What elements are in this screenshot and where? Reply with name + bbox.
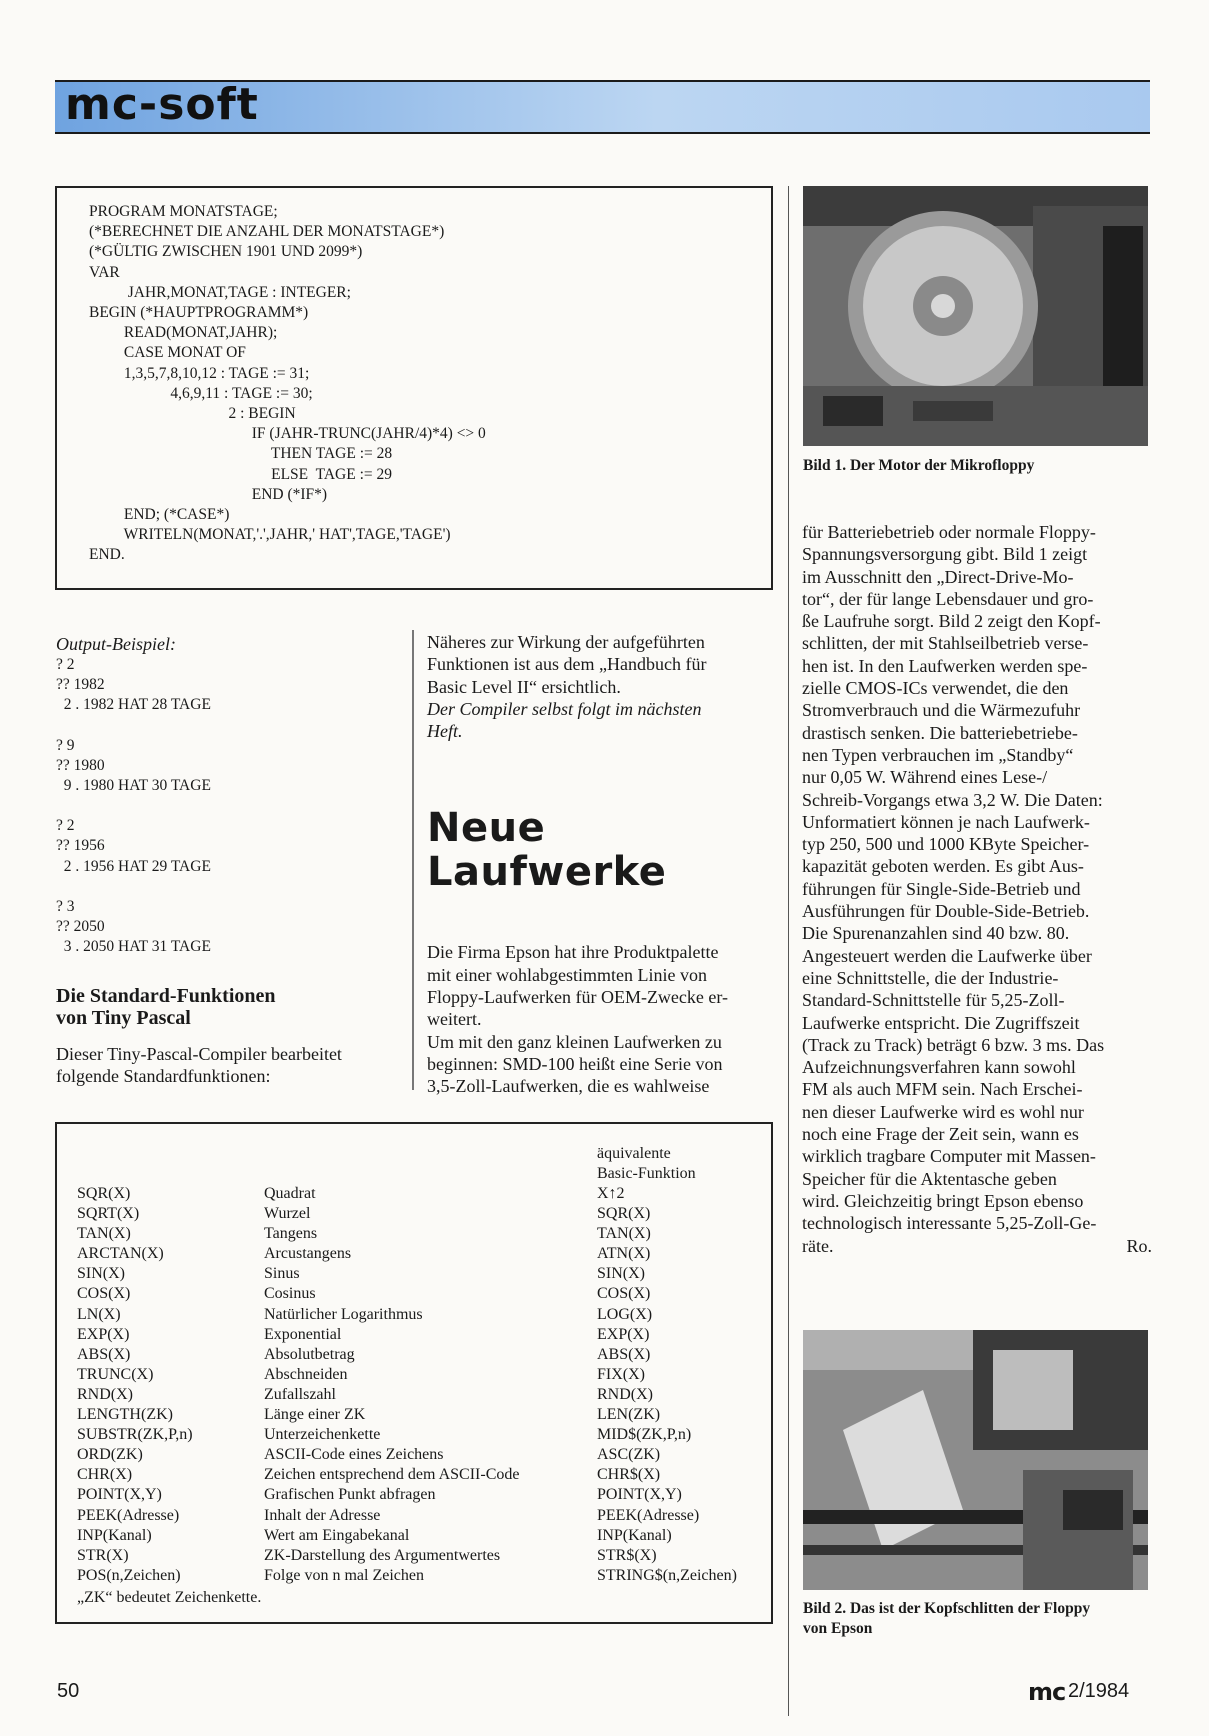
basic-function: LEN(ZK) (597, 1406, 661, 1424)
function-description: Quadrat (264, 1185, 316, 1202)
pascal-function: TRUNC(X) (77, 1365, 154, 1383)
basic-function: INP(Kanal) (597, 1526, 672, 1544)
text-line: FM als auch MFM sein. Nach Erschei- (802, 1079, 1083, 1100)
photo-motor (803, 186, 1148, 446)
table-header-line2: Basic-Funktion (597, 1165, 696, 1182)
text-line: zielle CMOS-ICs verwendet, die den (802, 678, 1069, 699)
output-group (56, 736, 396, 797)
basic-function: COS(X) (597, 1285, 651, 1303)
function-description: Zufallszahl (264, 1385, 336, 1403)
pascal-function: POINT(X,Y) (77, 1486, 162, 1504)
basic-function: STR$(X) (597, 1546, 657, 1564)
function-description: Absolutbetrag (264, 1345, 355, 1363)
output-line: ?? 1980 (56, 756, 105, 774)
code-line: (*GÜLTIG ZWISCHEN 1901 UND 2099*) (89, 243, 363, 261)
photo-head-caption-line1: Bild 2. Das ist der Kopfschlitten der Floppy (803, 1600, 1091, 1617)
text-line: Spannungsversorgung gibt. Bild 1 zeigt (802, 544, 1088, 565)
basic-function: RND(X) (597, 1385, 653, 1403)
text-line: Unformatiert können je nach Laufwerk- (802, 811, 1090, 832)
pascal-function: SIN(X) (77, 1265, 125, 1283)
text-line: weitert. (427, 1009, 482, 1030)
basic-function: MID$(ZK,P,n) (597, 1426, 692, 1444)
text-line: Laufwerke entspricht. Die Zugriffszeit (802, 1012, 1080, 1033)
code-listing-box (55, 186, 773, 590)
output-group (56, 655, 396, 716)
code-line: 4,6,9,11 : TAGE := 30; (89, 384, 313, 402)
pascal-function: POS(n,Zeichen) (77, 1566, 181, 1584)
basic-function: LOG(X) (597, 1305, 653, 1323)
text-line: kapazität geboten werden. Es gibt Aus- (802, 856, 1084, 877)
std-heading-line1: Die Standard-Funktionen (56, 985, 276, 1007)
output-group (56, 816, 396, 877)
text-line: tor“, der für lange Lebensdauer und gro- (802, 588, 1094, 609)
right-column-text (802, 521, 1152, 1257)
text-line: Floppy-Laufwerken für OEM-Zwecke er- (427, 987, 729, 1008)
code-line: VAR (89, 263, 120, 281)
std-section (56, 985, 396, 1088)
text-line: (Track zu Track) beträgt 6 bzw. 3 ms. Das (802, 1034, 1105, 1055)
right-paragraph (802, 521, 1152, 1257)
functions-table (55, 1122, 773, 1624)
function-description: Arcustangens (264, 1245, 352, 1263)
pascal-function: PEEK(Adresse) (77, 1506, 180, 1524)
code-line: BEGIN (*HAUPTPROGRAMM*) (89, 304, 309, 322)
code-line: 2 : BEGIN (89, 405, 296, 423)
text-line: wirklich tragbare Computer mit Massen- (802, 1146, 1096, 1167)
code-line: END. (89, 546, 125, 564)
code-line: (*BERECHNET DIE ANZAHL DER MONATSTAGE*) (89, 223, 445, 241)
basic-function: STRING$(n,Zeichen) (597, 1566, 737, 1584)
middle-italic-note (427, 698, 772, 743)
output-line: ?? 2050 (56, 918, 105, 936)
pascal-function: TAN(X) (77, 1225, 131, 1243)
function-description: Cosinus (264, 1285, 316, 1303)
basic-function: ABS(X) (597, 1345, 651, 1363)
output-line: 2 . 1956 HAT 29 TAGE (56, 857, 211, 875)
pascal-function: LN(X) (77, 1305, 121, 1323)
text-line: Standard-Schnittstelle für 5,25-Zoll- (802, 990, 1065, 1011)
pascal-function: ORD(ZK) (77, 1446, 143, 1464)
text-line: für Batteriebetrieb oder normale Floppy- (802, 522, 1096, 542)
text-line: eine Schnittstelle, die der Industrie- (802, 967, 1059, 988)
function-description: ZK-Darstellung des Argumentwertes (264, 1546, 501, 1564)
middle-column (427, 631, 772, 1098)
code-line: JAHR,MONAT,TAGE : INTEGER; (89, 283, 351, 301)
right-column-rule (788, 186, 789, 1716)
text-line: noch eine Frage der Zeit sein, wann es (802, 1124, 1079, 1145)
pascal-function: EXP(X) (77, 1325, 130, 1343)
function-description: Natürlicher Logarithmus (264, 1305, 423, 1323)
text-line: beginnen: SMD-100 heißt eine Serie von (427, 1053, 723, 1074)
pascal-function: SQR(X) (77, 1185, 131, 1202)
table-col-basic (597, 1184, 737, 1586)
output-line: ? 2 (56, 656, 75, 673)
issue-number: 2/1984 (1068, 1680, 1130, 1702)
code-line: THEN TAGE := 28 (89, 445, 393, 463)
std-heading-line2: von Tiny Pascal (56, 1007, 191, 1029)
function-description: Exponential (264, 1325, 342, 1343)
middle-paragraph (427, 631, 772, 698)
code-line: 1,3,5,7,8,10,12 : TAGE := 31; (89, 364, 310, 382)
photo-head-caption-line2: von Epson (803, 1620, 873, 1637)
pascal-function: COS(X) (77, 1285, 131, 1303)
code-line: IF (JAHR-TRUNC(JAHR/4)*4) <> 0 (89, 425, 486, 443)
photo-motor-caption: Bild 1. Der Motor der Mikrofloppy (803, 457, 1035, 474)
output-line: ? 2 (56, 817, 75, 835)
function-description: ASCII-Code eines Zeichens (264, 1446, 444, 1464)
code-line: READ(MONAT,JAHR); (89, 324, 278, 342)
output-line: ? 9 (56, 736, 75, 754)
text-line: räte. (802, 1235, 834, 1256)
table-note: „ZK“ bedeutet Zeichenkette. (77, 1589, 262, 1606)
section-title: mc-soft (65, 79, 259, 130)
basic-function: EXP(X) (597, 1325, 650, 1343)
text-line: Basic Level II“ ersichtlich. (427, 676, 621, 697)
function-description: Wert am Eingabekanal (264, 1526, 410, 1544)
text-line: Speicher für die Aktentasche geben (802, 1168, 1057, 1189)
headline-line1: Neue (427, 805, 546, 852)
function-description: Unterzeichenkette (264, 1426, 381, 1444)
text-line: ße Laufruhe sorgt. Bild 2 zeigt den Kopf- (802, 611, 1101, 632)
text-line: technologisch interessante 5,25-Zoll-Ge- (802, 1213, 1097, 1234)
basic-function: ATN(X) (597, 1245, 651, 1263)
function-description: Länge einer ZK (264, 1406, 366, 1424)
page-number: 50 (57, 1680, 80, 1702)
output-line: ? 3 (56, 897, 75, 915)
basic-function: TAN(X) (597, 1225, 651, 1243)
text-line: nur 0,05 W. Während eines Lese-/ (802, 767, 1048, 788)
pascal-function: INP(Kanal) (77, 1526, 152, 1544)
photo-motor-image (803, 186, 1148, 446)
output-line: 9 . 1980 HAT 30 TAGE (56, 777, 211, 795)
text-line: drastisch senken. Die batteriebetriebe- (802, 722, 1078, 743)
text-line: Angesteuert werden die Laufwerke über (802, 945, 1092, 966)
output-line: ?? 1956 (56, 837, 105, 855)
pascal-function: ARCTAN(X) (77, 1245, 164, 1263)
code-listing (89, 202, 486, 566)
article-paragraph (427, 941, 772, 1097)
basic-function: PEEK(Adresse) (597, 1506, 700, 1524)
basic-function: CHR$(X) (597, 1466, 661, 1484)
text-line: Aufzeichnungsverfahren kann sowohl (802, 1057, 1076, 1078)
std-intro-line2: folgende Standardfunktionen: (56, 1066, 271, 1087)
text-line: führungen für Single-Side-Betrieb und (802, 878, 1081, 899)
text-line: hen ist. In den Laufwerken werden spe- (802, 655, 1088, 676)
pascal-function: STR(X) (77, 1546, 129, 1564)
text-line: Um mit den ganz kleinen Laufwerken zu (427, 1031, 722, 1052)
basic-function: X↑2 (597, 1185, 625, 1202)
headline-line2: Laufwerke (427, 849, 667, 896)
text-line: Schreib-Vorgangs etwa 3,2 W. Die Daten: (802, 789, 1103, 810)
footer-logo: mc (1028, 1678, 1066, 1706)
function-description: Tangens (264, 1225, 318, 1243)
text-line: wird. Gleichzeitig bringt Epson ebenso (802, 1190, 1084, 1211)
output-line: 3 . 2050 HAT 31 TAGE (56, 938, 211, 956)
text-line: 3,5-Zoll-Laufwerken, die es wahlweise (427, 1076, 710, 1097)
code-line: PROGRAM MONATSTAGE; (89, 203, 278, 220)
column-divider (412, 630, 414, 1090)
pascal-function: ABS(X) (77, 1345, 131, 1363)
text-line: Der Compiler selbst folgt im nächsten (427, 698, 702, 719)
function-description: Abschneiden (264, 1365, 348, 1383)
output-example (56, 633, 396, 977)
function-description: Grafischen Punkt abfragen (264, 1486, 436, 1504)
table-col-pascal (77, 1184, 193, 1586)
output-line: 2 . 1982 HAT 28 TAGE (56, 696, 211, 714)
text-line: Ausführungen für Double-Side-Betrieb. (802, 901, 1090, 922)
text-line: Funktionen ist aus dem „Handbuch für (427, 654, 707, 675)
text-line: Die Firma Epson hat ihre Produktpalette (427, 942, 719, 963)
text-line: schlitten, der mit Stahlseilbetrieb verse- (802, 633, 1089, 654)
code-line: WRITELN(MONAT,'.',JAHR,' HAT',TAGE,'TAGE') (89, 526, 451, 544)
text-line: mit einer wohlabgestimmten Linie von (427, 964, 707, 985)
output-group (56, 897, 396, 958)
text-line: nen dieser Laufwerke wird es wohl nur (802, 1101, 1084, 1122)
section-banner (55, 80, 1150, 134)
code-line: END (*IF*) (89, 485, 328, 503)
output-title: Output-Beispiel: (56, 634, 176, 654)
std-intro-line1: Dieser Tiny-Pascal-Compiler bearbeitet (56, 1044, 342, 1064)
function-description: Zeichen entsprechend dem ASCII-Code (264, 1466, 520, 1484)
text-line: nen Typen verbrauchen im „Standby“ (802, 744, 1074, 765)
pascal-function: RND(X) (77, 1385, 133, 1403)
function-description: Inhalt der Adresse (264, 1506, 381, 1524)
table-header-line1: äquivalente (597, 1145, 671, 1162)
text-line: Die Spurenanzahlen sind 40 bzw. 80. (802, 923, 1070, 944)
code-line: CASE MONAT OF (89, 344, 246, 362)
pascal-function: SQRT(X) (77, 1205, 140, 1223)
text-line: Näheres zur Wirkung der aufgeführten (427, 632, 705, 652)
function-description: Folge von n mal Zeichen (264, 1566, 424, 1584)
text-line: typ 250, 500 und 1000 KByte Speicher- (802, 834, 1090, 855)
pascal-function: SUBSTR(ZK,P,n) (77, 1426, 193, 1444)
table-col-description (264, 1184, 519, 1586)
basic-function: SIN(X) (597, 1265, 645, 1283)
text-line: Heft. (427, 721, 463, 742)
author-signature: Ro. (1126, 1235, 1152, 1256)
code-line: END; (*CASE*) (89, 506, 230, 524)
photo-head-carriage (803, 1330, 1148, 1590)
function-description: Sinus (264, 1265, 300, 1283)
function-description: Wurzel (264, 1205, 311, 1223)
basic-function: FIX(X) (597, 1365, 645, 1383)
pascal-function: CHR(X) (77, 1466, 133, 1484)
code-line: ELSE TAGE := 29 (89, 465, 392, 483)
text-line: Stromverbrauch und die Wärmezufuhr (802, 700, 1081, 721)
output-groups (56, 655, 396, 957)
basic-function: ASC(ZK) (597, 1446, 661, 1464)
basic-function: POINT(X,Y) (597, 1486, 682, 1504)
photo-head-carriage-image (803, 1330, 1148, 1590)
basic-function: SQR(X) (597, 1205, 651, 1223)
pascal-function: LENGTH(ZK) (77, 1406, 173, 1424)
output-line: ?? 1982 (56, 676, 105, 694)
text-line: im Ausschnitt den „Direct-Drive-Mo- (802, 566, 1074, 587)
